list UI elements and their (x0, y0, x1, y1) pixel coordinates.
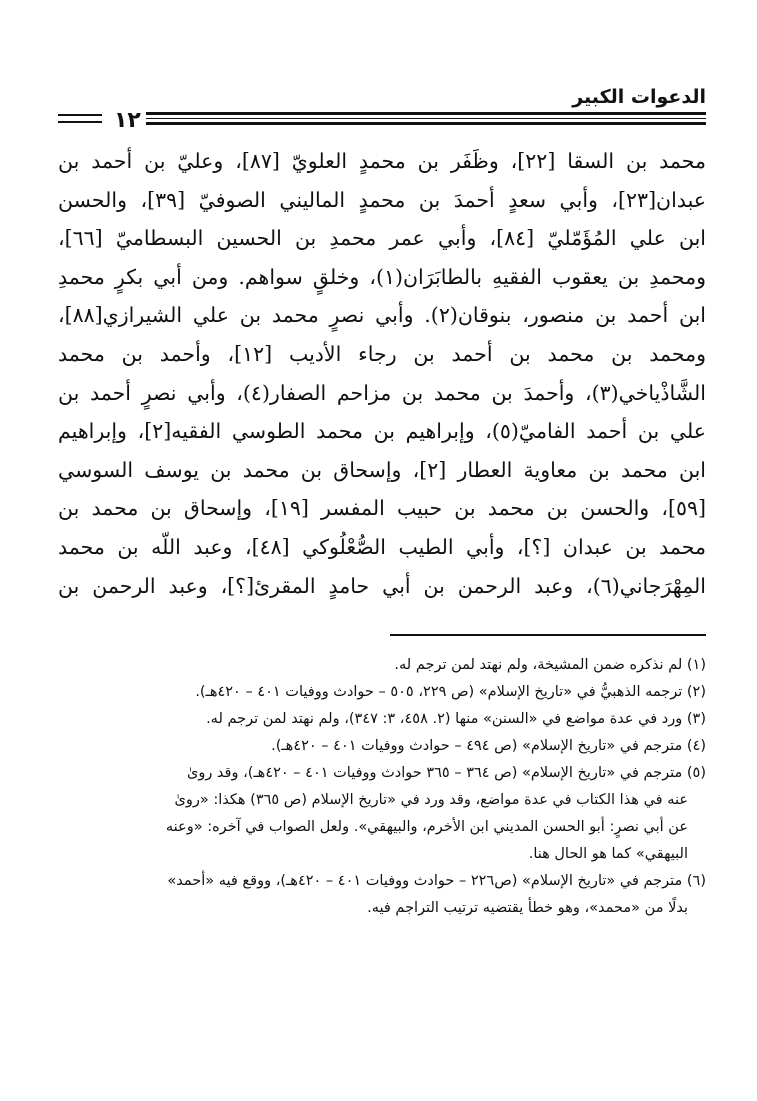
text-line-8: علي بن أحمد الفاميّ(٥)، وإبراهيم بن محمد الطوسي الفقيه[٢]، وإبراهيم (58, 419, 706, 444)
header-rule-thick-top (146, 112, 706, 115)
text-line-5: ابن أحمد بن منصور، بنوقان(٢). وأبي نصرٍ محمد بن علي الشيرازي[٨٨]، (58, 303, 706, 328)
footnote-5-cont-3: البيهقي» كما هو الحال هنا. (528, 846, 688, 862)
footnote-3: (٣) ورد في عدة مواضع في «السنن» منها (٢. ٤٥٨، ٣: ٣٤٧)، ولم نهتد لمن ترجم له. (206, 711, 706, 727)
page-number: ١٢ (114, 108, 141, 133)
text-line-1: محمد بن السقا [٢٢]، وظَفَر بن محمدٍ العلويّ [٨٧]، وعليّ بن أحمد بن (58, 149, 706, 173)
footnote-6-cont-1: بدلًا من «محمد»، وهو خطأ يقتضيه ترتيب التراجم فيه. (367, 900, 688, 916)
footnotes (58, 652, 706, 922)
page-number-rule-bottom (58, 121, 102, 123)
text-line-9: ابن محمد بن معاوية العطار [٢]، وإسحاق بن محمد بن يوسف السوسي (58, 457, 706, 482)
text-line-4: ومحمدِ بن يعقوب الفقيهِ بالطابَرَان(١)، وخلقٍ سواهم. ومن أبي بكرٍ محمدِ (58, 264, 706, 289)
text-line-3: ابن علي المُؤَمّليّ [٨٤]، وأبي عمر محمدِ بن الحسين البسطاميّ [٦٦]، (58, 226, 706, 251)
text-line-6: ومحمد بن محمد بن أحمد بن رجاء الأديب [١٢]، وأحمد بن محمد (58, 341, 706, 366)
header-rule-thick-bottom (146, 122, 706, 125)
running-title: الدعوات الكبير (572, 86, 706, 108)
text-line-7: الشَّاذْياخي(٣)، وأحمدَ بن محمد بن مزاحم الصفار(٤)، وأبي نصرٍ أحمد بن (58, 380, 706, 405)
footnote-1: (١) لم نذكره ضمن المشيخة، ولم نهتد لمن ترجم له. (394, 657, 706, 673)
text-line-11: محمد بن عبدان [؟]، وأبي الطيب الصُّعْلُوكي [٤٨]، وعبد اللّه بن محمد (58, 534, 706, 559)
footnote-2: (٢) ترجمه الذهبيُّ في «تاريخ الإسلام» (ص ٢٢٩، ٥٠٥ – حوادث ووفيات ٤٠١ – ٤٢٠هـ). (195, 684, 706, 700)
text-line-10: [٥٩]، والحسن بن محمد بن حبيب المفسر [١٩]، وإسحاق بن محمد بن (58, 496, 706, 521)
text-line-2: عبدان[٢٣]، وأبي سعدٍ أحمدَ بن محمدٍ الماليني الصوفيّ [٣٩]، والحسن (58, 187, 706, 212)
footnote-5-cont-2: عن أبي نصرٍ: أبو الحسن المديني ابن الأخرم، والبيهقي». ولعل الصواب في آخره: «وعنه (165, 819, 688, 835)
header-rule-thin (146, 118, 706, 119)
text-line-12: المِهْرَجاني(٦)، وعبد الرحمن بن أبي حامدٍ المقرئ[؟]، وعبد الرحمن بن (58, 573, 706, 598)
footnote-6: (٦) مترجم في «تاريخ الإسلام» (ص٢٢٦ – حوادث ووفيات ٤٠١ – ٤٢٠هـ)، ووقع فيه «أحمد» (167, 873, 706, 889)
page-header (58, 80, 706, 133)
main-text (58, 142, 706, 605)
page-number-rule-top (58, 114, 102, 116)
footnote-5: (٥) مترجم في «تاريخ الإسلام» (ص ٣٦٤ – ٣٦٥ حوادث ووفيات ٤٠١ – ٤٢٠هـ)، وقد روىٰ (186, 765, 706, 781)
footnote-separator (390, 634, 706, 636)
footnote-4: (٤) مترجم في «تاريخ الإسلام» (ص ٤٩٤ – حوادث ووفيات ٤٠١ – ٤٢٠هـ). (271, 738, 706, 754)
footnote-5-cont-1: عنه في هذا الكتاب في عدة مواضع، وقد ورد في «تاريخ الإسلام (ص ٣٦٥) هكذا: «روىٰ (174, 792, 688, 808)
